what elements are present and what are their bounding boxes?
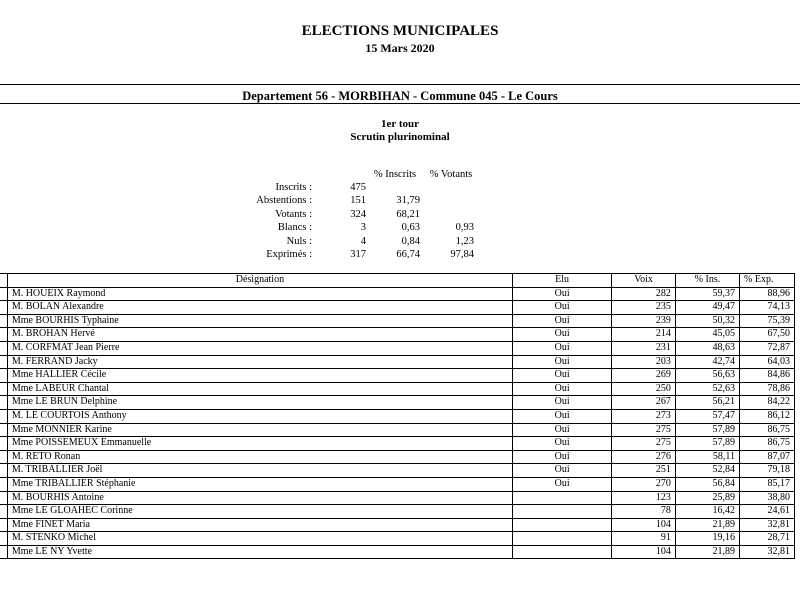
candidate-name: Mme LABEUR Chantal	[7, 382, 512, 396]
pct-inscrits: 45,05	[675, 328, 739, 342]
pct-exprimes: 78,86	[740, 382, 795, 396]
candidate-name: Mme LE NY Yvette	[7, 545, 512, 559]
round-label: 1er tour	[381, 118, 419, 130]
stats-value: 151	[350, 195, 366, 207]
stats-pct-inscrits: 68,21	[396, 208, 420, 220]
candidate-name: Mme LE GLOAHEC Corinne	[7, 505, 512, 519]
pct-exprimes: 32,81	[740, 518, 795, 532]
table-row	[0, 314, 795, 328]
table-row	[0, 545, 795, 559]
candidate-name: M. BOURHIS Antoine	[7, 491, 512, 505]
row-marker	[0, 477, 7, 491]
elected-flag: Oui	[513, 287, 612, 301]
document-title: ELECTIONS MUNICIPALES	[301, 23, 499, 39]
candidate-name: M. FERRAND Jacky	[7, 355, 512, 369]
vote-count: 276	[612, 450, 676, 464]
pct-exprimes: 24,61	[740, 505, 795, 519]
col-header-pct-exp: % Exp.	[740, 274, 795, 288]
row-marker	[0, 369, 7, 383]
pct-exprimes: 88,96	[740, 287, 795, 301]
divider-bottom	[0, 103, 800, 104]
vote-count: 282	[612, 287, 676, 301]
col-header-designation: Désignation	[7, 274, 512, 288]
vote-count: 251	[612, 464, 676, 478]
row-marker	[0, 464, 7, 478]
vote-count: 239	[612, 314, 676, 328]
candidate-name: Mme LE BRUN Delphine	[7, 396, 512, 410]
stats-pct-votants: 1,23	[455, 235, 474, 247]
divider-top	[0, 84, 800, 85]
pct-exprimes: 84,22	[740, 396, 795, 410]
elected-flag: Oui	[513, 423, 612, 437]
stats-pct-inscrits: 66,74	[396, 249, 420, 260]
elected-flag: Oui	[513, 301, 612, 315]
row-marker	[0, 328, 7, 342]
row-marker	[0, 491, 7, 505]
vote-count: 78	[612, 505, 676, 519]
row-marker	[0, 314, 7, 328]
table-header-row	[0, 274, 795, 288]
pct-inscrits: 57,47	[675, 409, 739, 423]
table-row	[0, 450, 795, 464]
candidate-name: Mme BOURHIS Typhaine	[7, 314, 512, 328]
elected-flag: Oui	[513, 437, 612, 451]
pct-exprimes: 84,86	[740, 369, 795, 383]
table-row	[0, 491, 795, 505]
vote-count: 104	[612, 518, 676, 532]
table-row	[0, 355, 795, 369]
voting-mode: Scrutin plurinominal	[350, 131, 450, 143]
candidate-name: M. CORFMAT Jean Pierre	[7, 341, 512, 355]
pct-inscrits: 49,47	[675, 301, 739, 315]
commune-heading: Departement 56 - MORBIHAN - Commune 045 - Le Cours	[242, 89, 558, 103]
candidate-name: Mme POISSEMEUX Emmanuelle	[7, 437, 512, 451]
stats-label: Abstentions :	[256, 195, 312, 207]
elected-flag: Oui	[513, 477, 612, 491]
candidate-name: M. LE COURTOIS Anthony	[7, 409, 512, 423]
candidate-name: M. STENKO Michel	[7, 532, 512, 546]
stats-label: Inscrits :	[275, 182, 312, 193]
elected-flag	[513, 491, 612, 505]
table-row	[0, 328, 795, 342]
row-marker	[0, 545, 7, 559]
stats-col-votants: % Votants	[429, 169, 473, 180]
table-row	[0, 437, 795, 451]
pct-inscrits: 57,89	[675, 437, 739, 451]
elected-flag	[513, 532, 612, 546]
pct-inscrits: 56,84	[675, 477, 739, 491]
stats-value: 3	[360, 222, 366, 234]
stats-value: 324	[350, 208, 366, 220]
candidate-name: Mme MONNIER Karine	[7, 423, 512, 437]
pct-exprimes: 86,12	[740, 409, 795, 423]
elected-flag	[513, 518, 612, 532]
row-marker	[0, 505, 7, 519]
vote-count: 203	[612, 355, 676, 369]
pct-exprimes: 32,81	[740, 545, 795, 559]
vote-count: 104	[612, 545, 676, 559]
candidate-name: M. HOUEIX Raymond	[7, 287, 512, 301]
pct-inscrits: 21,89	[675, 518, 739, 532]
table-row	[0, 423, 795, 437]
elected-flag	[513, 505, 612, 519]
stats-pct-inscrits: 31,79	[396, 195, 420, 207]
row-marker	[0, 301, 7, 315]
pct-exprimes: 64,03	[740, 355, 795, 369]
candidates-table	[0, 273, 795, 559]
elected-flag: Oui	[513, 409, 612, 423]
vote-count: 123	[612, 491, 676, 505]
table-row	[0, 464, 795, 478]
elected-flag	[513, 545, 612, 559]
pct-exprimes: 38,80	[740, 491, 795, 505]
pct-exprimes: 67,50	[740, 328, 795, 342]
candidate-name: M. RETO Ronan	[7, 450, 512, 464]
col-header-voix: Voix	[612, 274, 676, 288]
vote-count: 250	[612, 382, 676, 396]
stats-label: Votants :	[275, 208, 312, 220]
pct-inscrits: 21,89	[675, 545, 739, 559]
row-marker	[0, 532, 7, 546]
pct-inscrits: 16,42	[675, 505, 739, 519]
elected-flag: Oui	[513, 369, 612, 383]
elected-flag: Oui	[513, 314, 612, 328]
row-marker	[0, 450, 7, 464]
table-row	[0, 287, 795, 301]
elected-flag: Oui	[513, 396, 612, 410]
pct-inscrits: 58,11	[675, 450, 739, 464]
pct-inscrits: 50,32	[675, 314, 739, 328]
pct-inscrits: 42,74	[675, 355, 739, 369]
candidate-name: Mme FINET Maria	[7, 518, 512, 532]
pct-exprimes: 74,13	[740, 301, 795, 315]
election-date: 15 Mars 2020	[365, 41, 435, 55]
elected-flag: Oui	[513, 464, 612, 478]
candidate-name: M. BOLAN Alexandre	[7, 301, 512, 315]
stats-value: 475	[350, 182, 366, 193]
pct-exprimes: 72,87	[740, 341, 795, 355]
table-row	[0, 518, 795, 532]
vote-count: 91	[612, 532, 676, 546]
row-marker	[0, 355, 7, 369]
vote-count: 231	[612, 341, 676, 355]
pct-exprimes: 79,18	[740, 464, 795, 478]
table-row	[0, 341, 795, 355]
row-marker	[0, 396, 7, 410]
stats-label: Blancs :	[277, 222, 312, 234]
col-header-elu: Elu	[513, 274, 612, 288]
pct-exprimes: 28,71	[740, 532, 795, 546]
pct-exprimes: 86,75	[740, 437, 795, 451]
stats-value: 4	[360, 235, 366, 247]
vote-count: 214	[612, 328, 676, 342]
vote-count: 235	[612, 301, 676, 315]
pct-inscrits: 56,63	[675, 369, 739, 383]
table-row	[0, 505, 795, 519]
row-marker	[0, 518, 7, 532]
stats-pct-inscrits: 0,84	[401, 235, 420, 247]
row-marker	[0, 287, 7, 301]
vote-count: 275	[612, 423, 676, 437]
stats-label: Nuls :	[286, 235, 312, 247]
stats-value: 317	[350, 249, 366, 260]
pct-exprimes: 86,75	[740, 423, 795, 437]
elected-flag: Oui	[513, 450, 612, 464]
pct-inscrits: 52,84	[675, 464, 739, 478]
pct-inscrits: 48,63	[675, 341, 739, 355]
candidate-name: Mme TRIBALLIER Stéphanie	[7, 477, 512, 491]
vote-count: 269	[612, 369, 676, 383]
col-header-number	[0, 274, 7, 288]
stats-pct-inscrits: 0,63	[401, 222, 420, 234]
row-marker	[0, 409, 7, 423]
stats-pct-votants: 97,84	[450, 249, 474, 260]
table-row	[0, 382, 795, 396]
table-row	[0, 409, 795, 423]
pct-inscrits: 25,89	[675, 491, 739, 505]
table-row	[0, 532, 795, 546]
vote-count: 275	[612, 437, 676, 451]
row-marker	[0, 423, 7, 437]
table-row	[0, 396, 795, 410]
row-marker	[0, 437, 7, 451]
elected-flag: Oui	[513, 328, 612, 342]
pct-inscrits: 56,21	[675, 396, 739, 410]
pct-inscrits: 59,37	[675, 287, 739, 301]
vote-count: 273	[612, 409, 676, 423]
candidate-name: Mme HALLIER Cécile	[7, 369, 512, 383]
elected-flag: Oui	[513, 382, 612, 396]
table-row	[0, 477, 795, 491]
table-row	[0, 369, 795, 383]
col-header-pct-ins: % Ins.	[675, 274, 739, 288]
table-row	[0, 301, 795, 315]
vote-count: 267	[612, 396, 676, 410]
elected-flag: Oui	[513, 341, 612, 355]
pct-inscrits: 57,89	[675, 423, 739, 437]
pct-exprimes: 87,07	[740, 450, 795, 464]
elected-flag: Oui	[513, 355, 612, 369]
row-marker	[0, 382, 7, 396]
row-marker	[0, 341, 7, 355]
pct-exprimes: 85,17	[740, 477, 795, 491]
candidate-name: M. TRIBALLIER Joël	[7, 464, 512, 478]
vote-count: 270	[612, 477, 676, 491]
pct-inscrits: 19,16	[675, 532, 739, 546]
stats-pct-votants: 0,93	[455, 222, 474, 234]
stats-col-inscrits: % Inscrits	[373, 169, 417, 180]
pct-inscrits: 52,63	[675, 382, 739, 396]
candidate-name: M. BROHAN Hervé	[7, 328, 512, 342]
pct-exprimes: 75,39	[740, 314, 795, 328]
stats-label: Exprimés :	[266, 249, 312, 260]
